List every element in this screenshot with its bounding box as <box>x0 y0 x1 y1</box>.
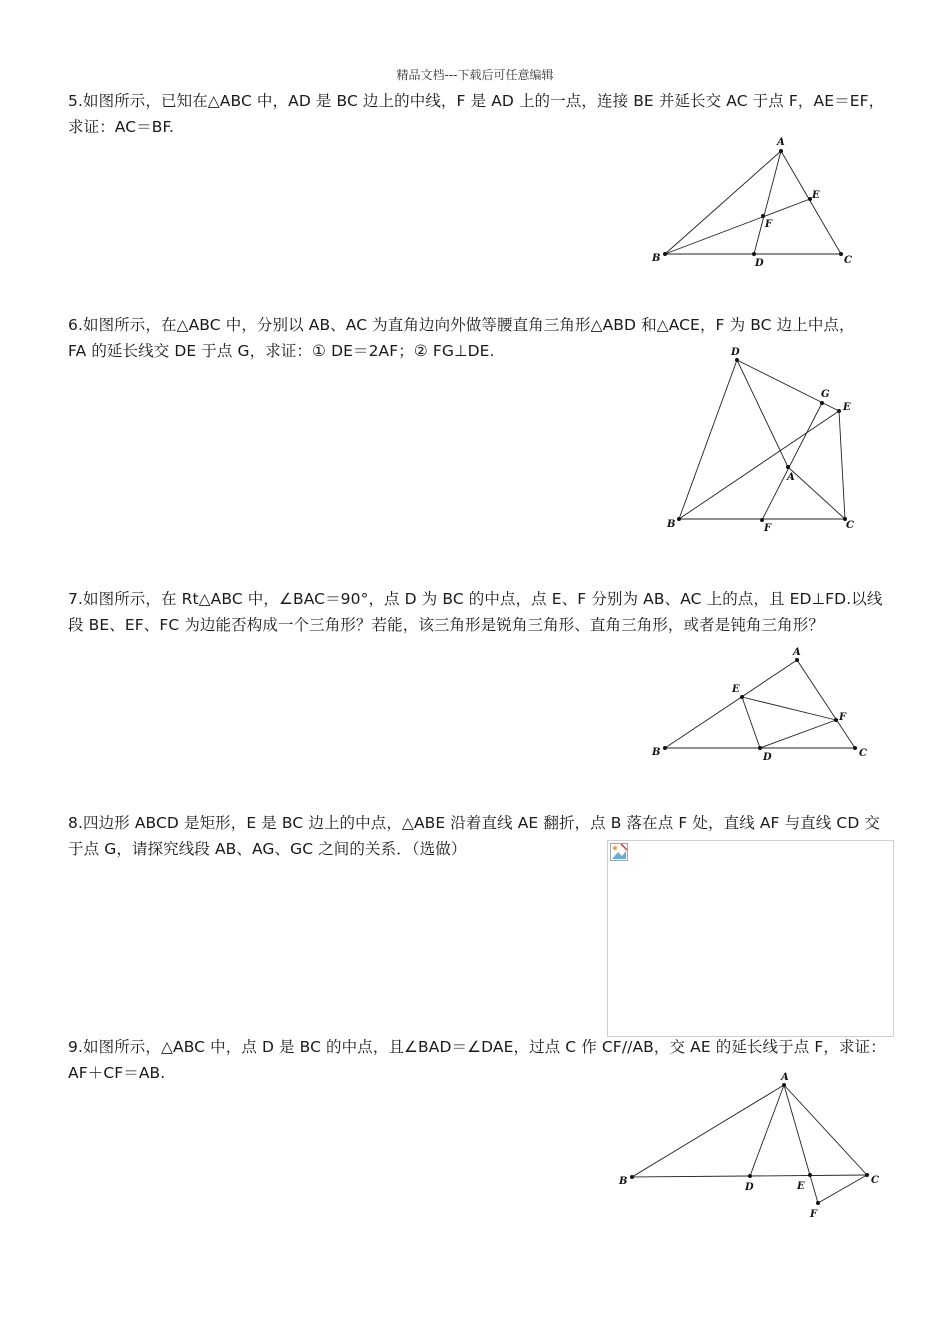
fig5-point-b <box>663 252 667 256</box>
fig9-label-f: F <box>810 1209 818 1220</box>
fig6-point-d <box>735 358 739 362</box>
fig7-point-b <box>663 746 667 750</box>
fig9-point-d <box>748 1174 752 1178</box>
fig7-point-c <box>853 746 857 750</box>
fig6-label-d: D <box>731 347 740 358</box>
fig7-segment-ab <box>665 660 797 748</box>
fig6-segment-be <box>679 411 839 519</box>
fig5-point-d <box>752 252 756 256</box>
fig9-segment-fc <box>818 1175 867 1203</box>
problem-5-line-2: 求证：AC＝BF. <box>68 118 175 136</box>
page-header: 精品文档---下载后可任意编辑 <box>396 68 554 82</box>
problem-9-line-2: AF＋CF＝AB. <box>68 1064 166 1082</box>
problem-7-line-1: 7.如图所示，在 Rt△ABC 中，∠BAC＝90°，点 D 为 BC 的中点，点 E、F 分别为 AB、AC 上的点，且 ED⊥FD.以线 <box>68 590 883 608</box>
fig6-label-b: B <box>667 519 676 530</box>
fig6-point-g <box>820 401 824 405</box>
fig9-label-a: A <box>781 1072 789 1083</box>
fig6-label-c: C <box>846 520 854 531</box>
fig5-point-a <box>779 149 783 153</box>
fig6-label-f: F <box>764 523 772 534</box>
fig6-segment-fg <box>762 403 822 520</box>
fig9-point-c <box>865 1173 869 1177</box>
fig9-segment-ac <box>784 1085 867 1175</box>
fig9-label-d: D <box>745 1182 754 1193</box>
fig7-label-a: A <box>793 647 801 658</box>
fig9-label-c: C <box>871 1175 879 1186</box>
fig7-label-f: F <box>839 712 847 723</box>
fig5-label-f: F <box>765 219 773 230</box>
fig7-segment-ef <box>742 697 836 720</box>
fig6-point-b <box>677 517 681 521</box>
fig5-segment-ac <box>781 151 841 254</box>
fig7-segment-df <box>760 720 836 748</box>
fig7-label-b: B <box>652 747 661 758</box>
fig6-point-f <box>760 518 764 522</box>
fig5-segment-ad <box>754 151 781 254</box>
fig5-label-a: A <box>777 137 785 148</box>
fig6-point-a <box>786 465 790 469</box>
fig7-segment-ed <box>742 697 760 748</box>
fig9-point-b <box>630 1175 634 1179</box>
problem-5-line-1: 5.如图所示，已知在△ABC 中，AD 是 BC 边上的中线，F 是 AD 上的一点，连接 BE 并延长交 AC 于点 F，AE＝EF， <box>68 92 885 110</box>
fig5-label-b: B <box>652 253 661 264</box>
fig7-point-d <box>758 746 762 750</box>
fig9-point-a <box>782 1083 786 1087</box>
fig5-point-f <box>761 214 765 218</box>
fig6-label-g: G <box>821 389 830 400</box>
fig7-point-e <box>740 695 744 699</box>
fig7-point-a <box>795 658 799 662</box>
fig7-segment-ac <box>797 660 855 748</box>
fig7-label-d: D <box>763 752 772 763</box>
problem-7-line-2: 段 BE、EF、FC 为边能否构成一个三角形？若能，该三角形是锐角三角形、直角三角形，或者是钝角三角形？ <box>68 616 824 634</box>
fig5-point-c <box>839 252 843 256</box>
figure-9-triangle <box>610 1065 900 1229</box>
fig6-point-e <box>837 409 841 413</box>
broken-image-icon <box>610 843 628 861</box>
fig5-segment-be <box>665 199 810 254</box>
fig5-label-d: D <box>755 258 764 269</box>
figure-8-placeholder <box>607 840 894 1037</box>
fig9-label-e: E <box>797 1181 805 1192</box>
fig5-label-c: C <box>844 255 852 266</box>
fig7-point-f <box>834 718 838 722</box>
fig9-segment-ad <box>750 1085 784 1176</box>
problem-9-line-1: 9.如图所示，△ABC 中，点 D 是 BC 的中点，且∠BAD＝∠DAE，过点 C 作 CF//AB，交 AE 的延长线于点 F，求证： <box>68 1038 886 1056</box>
fig9-label-b: B <box>619 1176 628 1187</box>
fig6-label-e: E <box>843 402 851 413</box>
fig9-point-e <box>808 1173 812 1177</box>
fig7-label-c: C <box>859 748 867 759</box>
problem-6-line-2: FA 的延长线交 DE 于点 G，求证：① DE＝2AF；② FG⊥DE. <box>68 342 495 360</box>
figure-5-triangle <box>640 130 880 284</box>
fig6-label-a: A <box>787 472 795 483</box>
fig5-label-e: E <box>812 190 820 201</box>
problem-8-line-2: 于点 G，请探究线段 AB、AG、GC 之间的关系．（选做） <box>68 840 467 858</box>
fig7-label-e: E <box>732 684 740 695</box>
fig6-segment-ec <box>839 411 845 519</box>
fig9-point-f <box>816 1201 820 1205</box>
figure-6-triangle <box>660 340 880 544</box>
figure-7-triangle <box>640 640 880 774</box>
problem-7 <box>68 586 918 638</box>
problem-8-line-1: 8.四边形 ABCD 是矩形，E 是 BC 边上的中点，△ABE 沿着直线 AE 翻折，点 B 落在点 F 处，直线 AF 与直线 CD 交 <box>68 814 880 832</box>
fig6-segment-db <box>679 360 737 519</box>
fig6-segment-ac <box>788 467 845 519</box>
fig9-segment-ab <box>632 1085 784 1177</box>
fig5-segment-ab <box>665 151 781 254</box>
problem-6-line-1: 6.如图所示，在△ABC 中，分别以 AB、AC 为直角边向外做等腰直角三角形△ABD 和△ACE，F 为 BC 边上中点， <box>68 316 855 334</box>
